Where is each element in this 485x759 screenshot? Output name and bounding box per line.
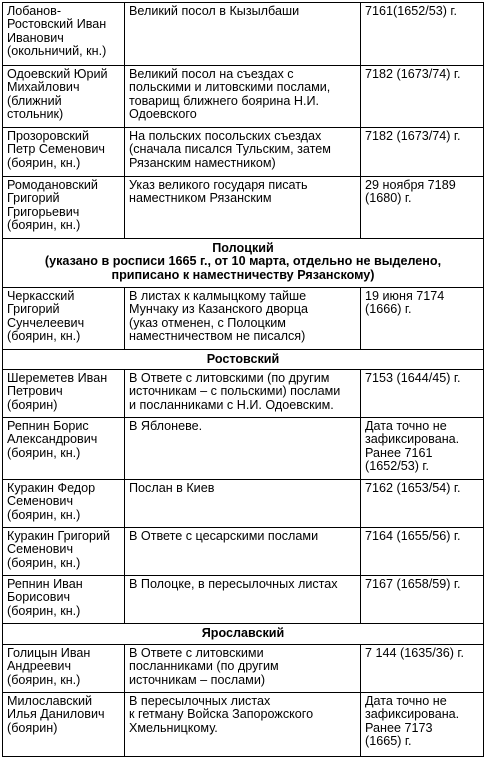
- date-cell: 19 июня 7174 (1666) г.: [361, 288, 484, 350]
- role-cell: В листах к калмыцкому тайше Мунчаку из Казанского дворца (указ отменен, с Полоцким наместничеством не писался): [125, 288, 361, 350]
- date-cell: 7167 (1658/59) г.: [361, 576, 484, 624]
- date-cell: 29 ноября 7189 (1680) г.: [361, 177, 484, 239]
- table-row: [3, 528, 484, 576]
- person-cell: Куракин Федор Семенович (боярин, кн.): [3, 480, 125, 528]
- governorship-table: [2, 2, 484, 757]
- section-heading-yaroslavl: Ярославский: [3, 624, 484, 645]
- table-row: [3, 418, 484, 480]
- date-cell: 7182 (1673/74) г.: [361, 128, 484, 177]
- date-cell: 7182 (1673/74) г.: [361, 66, 484, 128]
- role-cell: В Яблоневе.: [125, 418, 361, 480]
- date-cell: Дата точно не зафиксирована. Ранее 7161 (1652/53) г.: [361, 418, 484, 480]
- section-heading-rostov: Ростовский: [3, 350, 484, 370]
- table-row: [3, 693, 484, 757]
- person-cell: Ромодановский Григорий Григорьевич (боярин, кн.): [3, 177, 125, 239]
- person-cell: Шереметев Иван Петрович (боярин): [3, 370, 125, 418]
- table-row: [3, 128, 484, 177]
- date-cell: 7162 (1653/54) г.: [361, 480, 484, 528]
- table-row: [3, 645, 484, 693]
- person-cell: Куракин Григорий Семенович (боярин, кн.): [3, 528, 125, 576]
- role-cell: В Ответе с литовскими (по другим источникам – с польскими) послами и посланниками с Н.И. Одоевским.: [125, 370, 361, 418]
- table-row: [3, 480, 484, 528]
- date-cell: 7161(1652/53) г.: [361, 3, 484, 66]
- section-heading-row: [3, 350, 484, 370]
- table-row: [3, 3, 484, 66]
- role-cell: Великий посол в Кызылбаши: [125, 3, 361, 66]
- role-cell: В Полоцке, в пересылочных листах: [125, 576, 361, 624]
- date-cell: 7153 (1644/45) г.: [361, 370, 484, 418]
- section-heading-row: [3, 624, 484, 645]
- table-row: [3, 177, 484, 239]
- person-cell: Голицын Иван Андреевич (боярин, кн.): [3, 645, 125, 693]
- table-row: [3, 576, 484, 624]
- person-cell: Черкасский Григорий Сунчелеевич (боярин, кн.): [3, 288, 125, 350]
- person-cell: Репнин Иван Борисович (боярин, кн.): [3, 576, 125, 624]
- role-cell: В пересылочных листах к гетману Войска Запорожского Хмельницкому.: [125, 693, 361, 757]
- date-cell: 7164 (1655/56) г.: [361, 528, 484, 576]
- person-cell: Одоевский Юрий Михайлович (ближний стольник): [3, 66, 125, 128]
- table-body: [3, 3, 484, 757]
- role-cell: Послан в Киев: [125, 480, 361, 528]
- role-cell: На польских посольских съездах (сначала писался Тульским, затем Рязанским наместником): [125, 128, 361, 177]
- role-cell: Великий посол на съездах с польскими и литовскими послами, товарищ ближнего боярина Н.И. Одоевского: [125, 66, 361, 128]
- table-row: [3, 288, 484, 350]
- role-cell: В Ответе с цесарскими послами: [125, 528, 361, 576]
- person-cell: Милославский Илья Данилович (боярин): [3, 693, 125, 757]
- role-cell: В Ответе с литовскими посланниками (по другим источникам – послами): [125, 645, 361, 693]
- person-cell: Репнин Борис Александрович (боярин, кн.): [3, 418, 125, 480]
- person-cell: Прозоровский Петр Семенович (боярин, кн.): [3, 128, 125, 177]
- section-heading-row: [3, 239, 484, 288]
- date-cell: 7 144 (1635/36) г.: [361, 645, 484, 693]
- person-cell: Лобанов- Ростовский Иван Иванович (окольничий, кн.): [3, 3, 125, 66]
- section-heading-polotsk: Полоцкий (указано в росписи 1665 г., от 10 марта, отдельно не выделено, приписано к наместничеству Рязанскому): [3, 239, 484, 288]
- table-row: [3, 66, 484, 128]
- date-cell: Дата точно не зафиксирована. Ранее 7173 (1665) г.: [361, 693, 484, 757]
- table-row: [3, 370, 484, 418]
- role-cell: Указ великого государя писать наместником Рязанским: [125, 177, 361, 239]
